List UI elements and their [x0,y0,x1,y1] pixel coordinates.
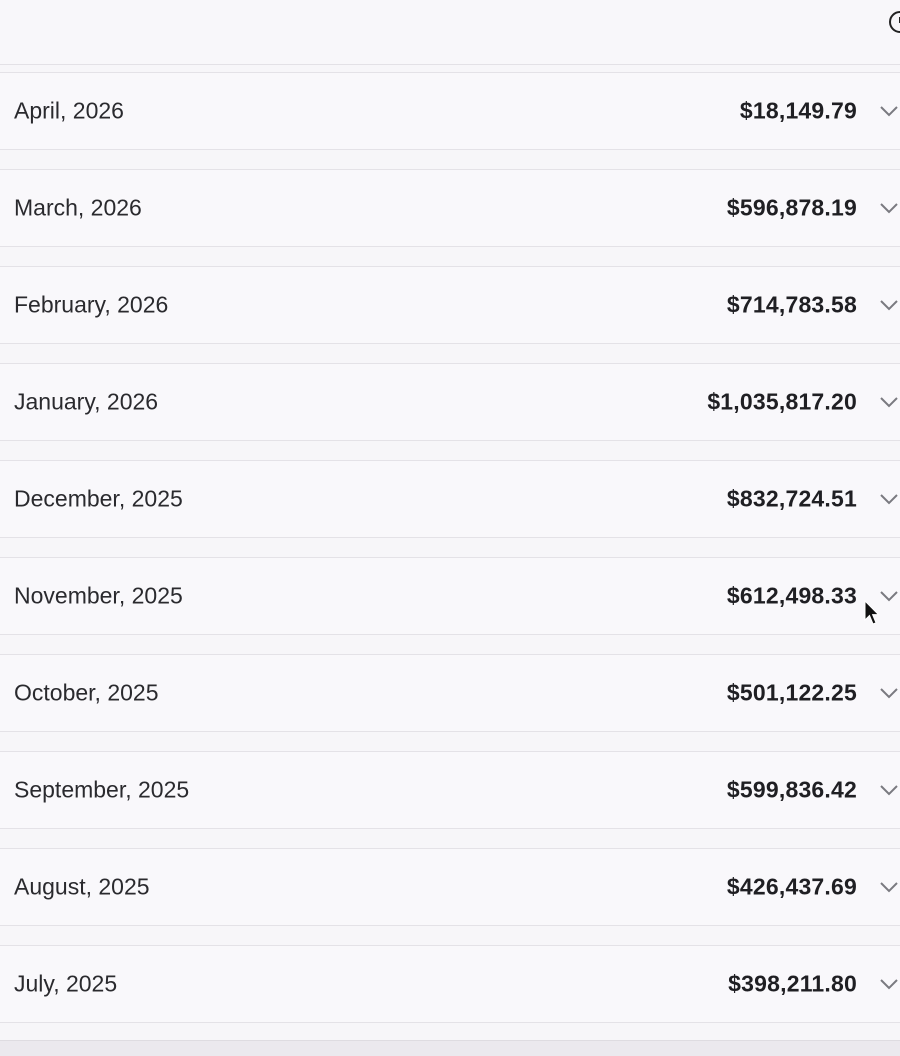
month-label: February, 2026 [14,291,169,318]
list-item[interactable] [0,169,900,247]
month-label: November, 2025 [14,582,183,609]
month-amount: $18,149.79 [739,97,857,124]
month-amount: $612,498.33 [726,582,857,609]
month-amount: $1,035,817.20 [707,388,857,415]
list-item[interactable] [0,460,900,538]
list-item[interactable] [0,557,900,635]
chevron-down-icon[interactable] [879,201,899,215]
month-amount: $501,122.25 [726,679,857,706]
month-label: January, 2026 [14,388,159,415]
list-item[interactable] [0,848,900,926]
top-bar [0,0,900,65]
chevron-down-icon[interactable] [879,686,899,700]
month-amount: $596,878.19 [726,194,857,221]
chevron-down-icon[interactable] [879,589,899,603]
month-amount: $599,836.42 [726,776,857,803]
month-amount: $398,211.80 [728,970,857,997]
month-amount: $714,783.58 [726,291,857,318]
bottom-divider [0,1040,900,1056]
chevron-down-icon[interactable] [879,783,899,797]
month-label: July, 2025 [14,970,118,997]
chevron-down-icon[interactable] [879,880,899,894]
list-item[interactable] [0,945,900,1023]
clock-icon[interactable] [889,11,900,33]
list-item[interactable] [0,72,900,150]
month-amount: $426,437.69 [726,873,857,900]
list-item[interactable] [0,654,900,732]
list-item[interactable] [0,751,900,829]
chevron-down-icon[interactable] [879,104,899,118]
chevron-down-icon[interactable] [879,492,899,506]
month-amount: $832,724.51 [726,485,857,512]
monthly-totals-list [0,72,900,1042]
chevron-down-icon[interactable] [879,977,899,991]
month-label: April, 2026 [14,97,124,124]
month-label: December, 2025 [14,485,183,512]
list-item[interactable] [0,266,900,344]
list-item[interactable] [0,363,900,441]
month-label: October, 2025 [14,679,159,706]
month-label: March, 2026 [14,194,142,221]
chevron-down-icon[interactable] [879,395,899,409]
month-label: August, 2025 [14,873,150,900]
month-label: September, 2025 [14,776,190,803]
chevron-down-icon[interactable] [879,298,899,312]
